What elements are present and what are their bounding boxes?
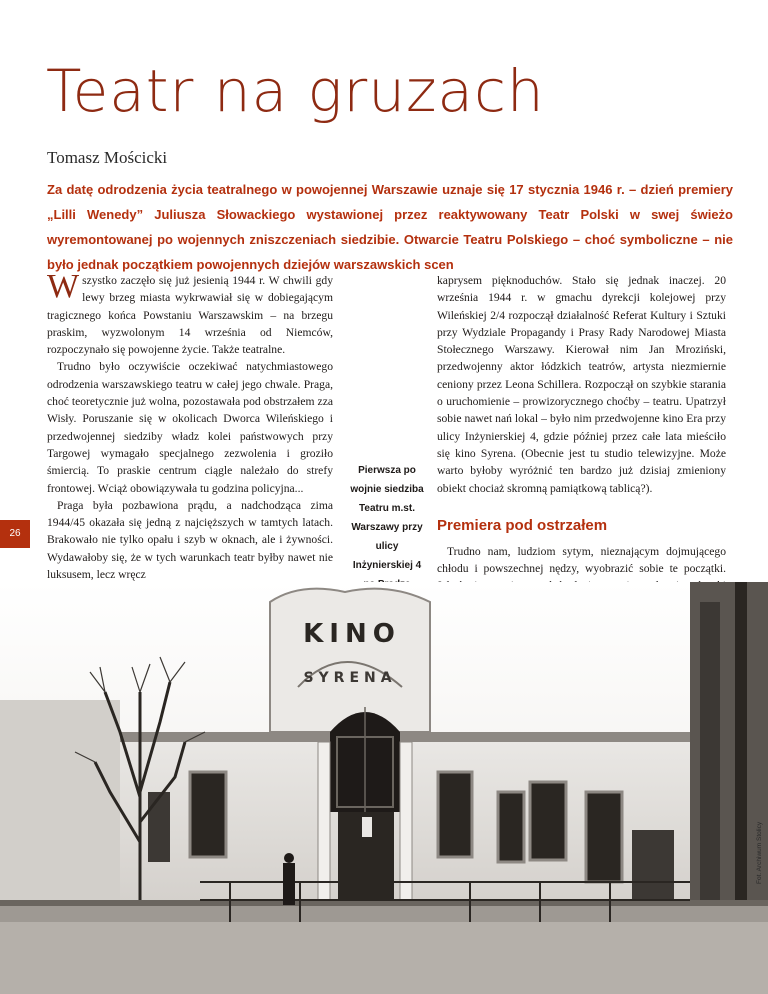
photo-credit: Fot. Archiwum Stolicy — [756, 821, 763, 884]
paragraph-1-text: szystko zaczęło się już jesienią 1944 r. W chwili gdy lewy brzeg miasta wykrwawiał się w dobiegającym tragicznego końca Powstaniu Warszawskim – na brzegu praskim, wyzwolonym 14 września od Niemców, rozpoczynało się powojenne życie. Także teatralne. — [47, 274, 333, 357]
text-column-right — [437, 272, 726, 612]
article-title: Teatr na gruzach — [46, 57, 545, 125]
photo-illustration — [0, 582, 768, 994]
photo-sign-syrena: SYRENA — [303, 670, 397, 686]
page-number: 26 — [0, 520, 30, 548]
photo-caption: Pierwsza po wojnie siedziba Teatru m.st. Warszawy przy ulicy Inżynierskiej 4 — [350, 465, 424, 571]
drop-cap: W — [47, 268, 80, 305]
photo-sign-kino: KINO — [303, 619, 401, 649]
archive-photo — [0, 582, 768, 994]
text-column-left — [47, 268, 333, 583]
section-subheading: Premiera pod ostrzałem — [437, 516, 608, 534]
paragraph-4: kaprysem pięknoduchów. Stało się jednak inaczej. 20 września 1944 r. w gmachu dyrekcji kolejowej przy Wileńskiej 2/4 rozpoczął działalność Referat Kultury i Sztuki przy Wydziale Propagandy i Prasy Rady Narodowej Miasta Stołecznego Warszawy. Kierował nim Jan Mroziński, przedwojenny aktor łódzkich teatrów, artysta niezmiernie ceniony przez Leona Schillera. Rozpoczął on szybkie starania o uruchomienie – prowizorycznego choćby – teatru. Upatrzył sobie nawet nań lokal – było nim przedwojenne kino Era przy ulicy Inżynierskiej 4, gdzie później przez całe lata mieściło się kino Syrena. (Obecnie jest tu studio telewizyjne. Może warto byłoby wyróżnić ten bardzo już dzisiaj zmieniony obiekt chociaż skromną pamiątkową tablicą?). — [437, 274, 726, 495]
paragraph-5: Trudno nam, ludziom sytym, nieznającym dojmującego chłodu i powszechnej nędzy, wyobrazić sobie te początki. — [437, 544, 726, 576]
paragraph-1 — [47, 268, 333, 358]
paragraph-3: Praga była pozbawiona prądu, a nadchodząca zima 1944/45 okazała się jedną z najcięższych w tamtych latach. Brakowało nie tylko opału i szyb w oknach, ale i żywności. Wydawałoby się, że w tych warunkach teatr byłby nawet nie luksusem, lecz wręcz — [47, 498, 333, 582]
article-lead: Za datę odrodzenia życia teatralnego w powojennej Warszawie uznaje się 17 stycznia 1946 r. – dzień premiery „Lilli Wenedy” Juliusza Słowackiego wystawionej przez reaktywowany Teatr Polski w swej świeżo wyremontowanej po wojennych zniszczeniach siedzibie. Otwarcie Teatru Polskiego – choć symboliczne – nie było jednak początkiem powojennych dziejów warszawskich scen — [47, 182, 733, 272]
paragraph-2: Trudno było oczywiście oczekiwać natychmiastowego odrodzenia warszawskiego teatru w całej jego chwale. Praga, choć teoretycznie już wolna, pozostawała pod obstrzałem zza Wisły. Poruszanie się w okolicach Dworca Wileńskiego i przedwojennej siedziby władz kolei państwowych przy Targowej wymagało specjalnego zezwolenia i groziło śmiercią. To praskie centrum ciągle należało do strefy frontowej. Wciąż obowiązywała tu godzina policyjna... — [47, 360, 333, 495]
article-author: Tomasz Mościcki — [47, 148, 168, 167]
